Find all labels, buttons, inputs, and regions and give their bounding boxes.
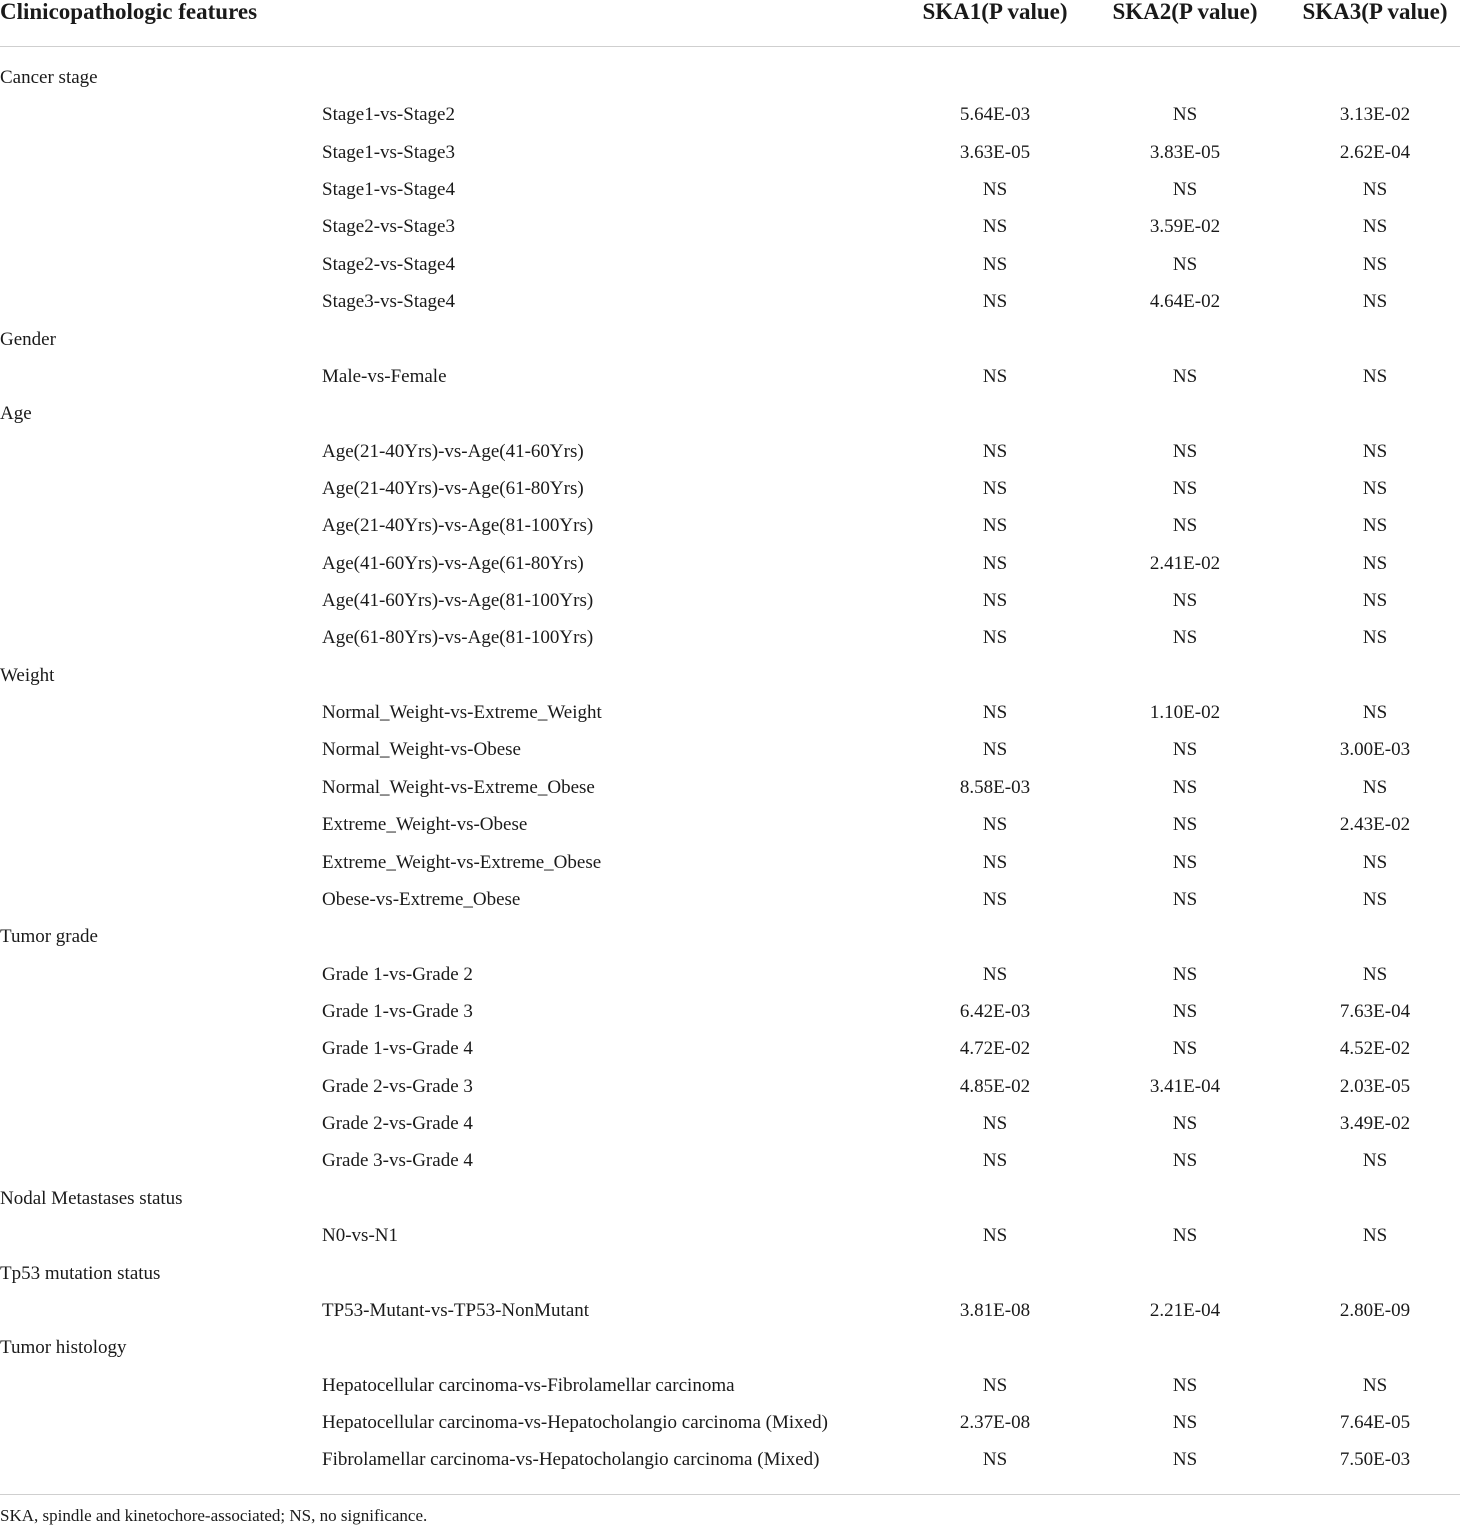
table-row xyxy=(0,545,1460,582)
ska1-p-value: NS xyxy=(982,552,1008,574)
comparison-label: Age(61-80Yrs)-vs-Age(81-100Yrs) xyxy=(322,627,594,649)
table-row xyxy=(0,470,1460,507)
ska3-p-value: NS xyxy=(1362,888,1388,910)
ska2-p-value: NS xyxy=(1172,1038,1198,1060)
comparison-label: Stage1-vs-Stage3 xyxy=(322,141,455,163)
category-row xyxy=(0,321,1460,358)
table-row xyxy=(0,1441,1460,1478)
comparison-label: Stage2-vs-Stage3 xyxy=(322,216,455,238)
ska2-p-value: NS xyxy=(1172,888,1198,910)
comparison-label: TP53-Mutant-vs-TP53-NonMutant xyxy=(322,1299,590,1321)
ska1-p-value: NS xyxy=(982,216,1008,238)
table-row xyxy=(0,171,1460,208)
ska3-p-value: NS xyxy=(1362,627,1388,649)
category-row xyxy=(0,59,1460,96)
category-label: Nodal Metastases status xyxy=(0,1187,183,1209)
ska3-p-value: NS xyxy=(1362,1374,1388,1396)
comparison-label: Grade 2-vs-Grade 3 xyxy=(322,1075,473,1097)
ska1-p-value: NS xyxy=(982,963,1008,985)
comparison-label: Male-vs-Female xyxy=(322,365,447,387)
ska3-p-value: 2.62E-04 xyxy=(1339,141,1411,163)
ska3-p-value: 3.00E-03 xyxy=(1339,739,1411,761)
ska3-p-value: NS xyxy=(1362,291,1388,313)
comparison-label: Grade 3-vs-Grade 4 xyxy=(322,1150,473,1172)
ska3-p-value: 3.13E-02 xyxy=(1339,104,1411,126)
ska2-p-value: NS xyxy=(1172,1449,1198,1471)
ska2-p-value: 4.64E-02 xyxy=(1149,291,1221,313)
ska1-p-value: NS xyxy=(982,1150,1008,1172)
table-row xyxy=(0,1142,1460,1179)
ska3-p-value: 2.80E-09 xyxy=(1339,1299,1411,1321)
table-footnote: SKA, spindle and kinetochore-associated; NS, no significance. xyxy=(0,1494,1460,1527)
ska2-p-value: NS xyxy=(1172,1000,1198,1022)
comparison-label: Grade 1-vs-Grade 4 xyxy=(322,1038,473,1060)
ska2-p-value: NS xyxy=(1172,515,1198,537)
comparison-label: Grade 1-vs-Grade 3 xyxy=(322,1000,473,1022)
ska3-p-value: 7.63E-04 xyxy=(1339,1000,1411,1022)
comparison-label: Age(21-40Yrs)-vs-Age(61-80Yrs) xyxy=(322,477,584,499)
category-label: Age xyxy=(0,403,32,425)
ska1-p-value: 6.42E-03 xyxy=(959,1000,1031,1022)
ska2-p-value: 2.21E-04 xyxy=(1149,1299,1221,1321)
header-feature: Clinicopathologic features xyxy=(0,0,258,24)
comparison-label: Fibrolamellar carcinoma-vs-Hepatocholangio carcinoma (Mixed) xyxy=(322,1449,820,1471)
ska1-p-value: NS xyxy=(982,627,1008,649)
table-row xyxy=(0,881,1460,918)
ska3-p-value: NS xyxy=(1362,702,1388,724)
ska2-p-value: NS xyxy=(1172,627,1198,649)
comparison-label: Normal_Weight-vs-Extreme_Obese xyxy=(322,776,595,798)
table-row xyxy=(0,769,1460,806)
ska3-p-value: NS xyxy=(1362,365,1388,387)
table-row xyxy=(0,507,1460,544)
comparison-label: Obese-vs-Extreme_Obese xyxy=(322,888,521,910)
ska3-p-value: NS xyxy=(1362,440,1388,462)
comparison-label: Age(21-40Yrs)-vs-Age(81-100Yrs) xyxy=(322,515,594,537)
table-row xyxy=(0,283,1460,320)
ska3-p-value: 4.52E-02 xyxy=(1339,1038,1411,1060)
header-ska3: SKA3(P value) xyxy=(1302,0,1448,24)
ska1-p-value: NS xyxy=(982,739,1008,761)
ska1-p-value: NS xyxy=(982,1449,1008,1471)
ska1-p-value: NS xyxy=(982,814,1008,836)
ska3-p-value: 2.43E-02 xyxy=(1339,814,1411,836)
ska2-p-value: NS xyxy=(1172,851,1198,873)
table-row xyxy=(0,694,1460,731)
ska2-p-value: NS xyxy=(1172,1374,1198,1396)
ska1-p-value: NS xyxy=(982,477,1008,499)
ska2-p-value: NS xyxy=(1172,1225,1198,1247)
ska2-p-value: NS xyxy=(1172,179,1198,201)
ska3-p-value: NS xyxy=(1362,552,1388,574)
ska1-p-value: NS xyxy=(982,1374,1008,1396)
ska3-p-value: 3.49E-02 xyxy=(1339,1113,1411,1135)
header-ska1: SKA1(P value) xyxy=(922,0,1068,24)
ska3-p-value: NS xyxy=(1362,477,1388,499)
table-header xyxy=(0,0,1460,47)
results-table xyxy=(0,0,1460,47)
category-label: Cancer stage xyxy=(0,67,98,88)
ska3-p-value: NS xyxy=(1362,851,1388,873)
comparison-label: Grade 1-vs-Grade 2 xyxy=(322,963,473,985)
comparison-label: Hepatocellular carcinoma-vs-Fibrolamellar carcinoma xyxy=(322,1374,735,1396)
ska3-p-value: NS xyxy=(1362,590,1388,612)
ska1-p-value: 8.58E-03 xyxy=(959,776,1031,798)
ska2-p-value: NS xyxy=(1172,1113,1198,1135)
comparison-label: Age(41-60Yrs)-vs-Age(61-80Yrs) xyxy=(322,552,584,574)
table-row xyxy=(0,1367,1460,1404)
category-row xyxy=(0,1180,1460,1217)
ska2-p-value: NS xyxy=(1172,963,1198,985)
category-row xyxy=(0,395,1460,432)
ska3-p-value: 2.03E-05 xyxy=(1339,1075,1411,1097)
category-label: Weight xyxy=(0,664,55,686)
category-row xyxy=(0,1329,1460,1366)
ska3-p-value: NS xyxy=(1362,776,1388,798)
category-row xyxy=(0,657,1460,694)
table-row xyxy=(0,993,1460,1030)
table-row xyxy=(0,96,1460,133)
ska3-p-value: NS xyxy=(1362,253,1388,275)
ska3-p-value: NS xyxy=(1362,216,1388,238)
ska1-p-value: NS xyxy=(982,1113,1008,1135)
ska1-p-value: NS xyxy=(982,702,1008,724)
ska2-p-value: NS xyxy=(1172,590,1198,612)
ska3-p-value: 7.50E-03 xyxy=(1339,1449,1411,1471)
category-label: Tumor grade xyxy=(0,926,98,948)
ska1-p-value: 2.37E-08 xyxy=(959,1411,1031,1433)
comparison-label: Stage1-vs-Stage4 xyxy=(322,179,455,201)
table-row xyxy=(0,582,1460,619)
category-label: Gender xyxy=(0,328,56,350)
comparison-label: Age(21-40Yrs)-vs-Age(41-60Yrs) xyxy=(322,440,584,462)
ska2-p-value: 3.59E-02 xyxy=(1149,216,1221,238)
ska3-p-value: NS xyxy=(1362,179,1388,201)
ska3-p-value: NS xyxy=(1362,515,1388,537)
table-row xyxy=(0,358,1460,395)
header-ska2: SKA2(P value) xyxy=(1112,0,1258,24)
table-row xyxy=(0,134,1460,171)
comparison-label: Hepatocellular carcinoma-vs-Hepatocholangio carcinoma (Mixed) xyxy=(322,1411,828,1433)
ska1-p-value: 5.64E-03 xyxy=(959,104,1031,126)
table-row xyxy=(0,806,1460,843)
ska1-p-value: NS xyxy=(982,851,1008,873)
ska1-p-value: 3.63E-05 xyxy=(959,141,1031,163)
comparison-label: Extreme_Weight-vs-Extreme_Obese xyxy=(322,851,602,873)
ska3-p-value: 7.64E-05 xyxy=(1339,1411,1411,1433)
table-row xyxy=(0,433,1460,470)
ska1-p-value: NS xyxy=(982,291,1008,313)
ska2-p-value: 3.41E-04 xyxy=(1149,1075,1221,1097)
table-row xyxy=(0,208,1460,245)
table-row xyxy=(0,731,1460,768)
category-label: Tumor histology xyxy=(0,1337,127,1359)
table-row xyxy=(0,1068,1460,1105)
table-row xyxy=(0,1292,1460,1329)
ska2-p-value: NS xyxy=(1172,814,1198,836)
table-row xyxy=(0,844,1460,881)
ska3-p-value: NS xyxy=(1362,963,1388,985)
ska1-p-value: NS xyxy=(982,365,1008,387)
ska2-p-value: NS xyxy=(1172,440,1198,462)
ska1-p-value: NS xyxy=(982,253,1008,275)
ska1-p-value: NS xyxy=(982,515,1008,537)
ska2-p-value: 1.10E-02 xyxy=(1149,702,1221,724)
ska2-p-value: NS xyxy=(1172,253,1198,275)
category-label: Tp53 mutation status xyxy=(0,1262,161,1284)
ska2-p-value: NS xyxy=(1172,365,1198,387)
table-row xyxy=(0,1030,1460,1067)
comparison-label: Normal_Weight-vs-Extreme_Weight xyxy=(322,702,602,724)
ska3-p-value: NS xyxy=(1362,1225,1388,1247)
ska2-p-value: NS xyxy=(1172,1150,1198,1172)
comparison-label: N0-vs-N1 xyxy=(322,1225,398,1247)
table-row xyxy=(0,1404,1460,1441)
table-body xyxy=(0,59,1460,1479)
ska2-p-value: 2.41E-02 xyxy=(1149,552,1221,574)
table-row xyxy=(0,1105,1460,1142)
ska1-p-value: NS xyxy=(982,590,1008,612)
ska2-p-value: NS xyxy=(1172,776,1198,798)
ska1-p-value: 4.72E-02 xyxy=(959,1038,1031,1060)
ska2-p-value: NS xyxy=(1172,739,1198,761)
comparison-label: Stage1-vs-Stage2 xyxy=(322,104,455,126)
comparison-label: Grade 2-vs-Grade 4 xyxy=(322,1113,473,1135)
ska2-p-value: NS xyxy=(1172,477,1198,499)
comparison-label: Extreme_Weight-vs-Obese xyxy=(322,814,528,836)
comparison-label: Stage2-vs-Stage4 xyxy=(322,253,455,275)
category-row xyxy=(0,1255,1460,1292)
ska2-p-value: NS xyxy=(1172,104,1198,126)
ska1-p-value: 4.85E-02 xyxy=(959,1075,1031,1097)
ska2-p-value: NS xyxy=(1172,1411,1198,1433)
comparison-label: Age(41-60Yrs)-vs-Age(81-100Yrs) xyxy=(322,590,594,612)
table-row xyxy=(0,619,1460,656)
ska2-p-value: 3.83E-05 xyxy=(1149,141,1221,163)
table-row xyxy=(0,1217,1460,1254)
comparison-label: Stage3-vs-Stage4 xyxy=(322,291,455,313)
ska1-p-value: NS xyxy=(982,179,1008,201)
ska1-p-value: NS xyxy=(982,888,1008,910)
table-row xyxy=(0,956,1460,993)
ska1-p-value: 3.81E-08 xyxy=(959,1299,1031,1321)
comparison-label: Normal_Weight-vs-Obese xyxy=(322,739,521,761)
category-row xyxy=(0,918,1460,955)
table-row xyxy=(0,246,1460,283)
ska1-p-value: NS xyxy=(982,1225,1008,1247)
ska3-p-value: NS xyxy=(1362,1150,1388,1172)
ska1-p-value: NS xyxy=(982,440,1008,462)
